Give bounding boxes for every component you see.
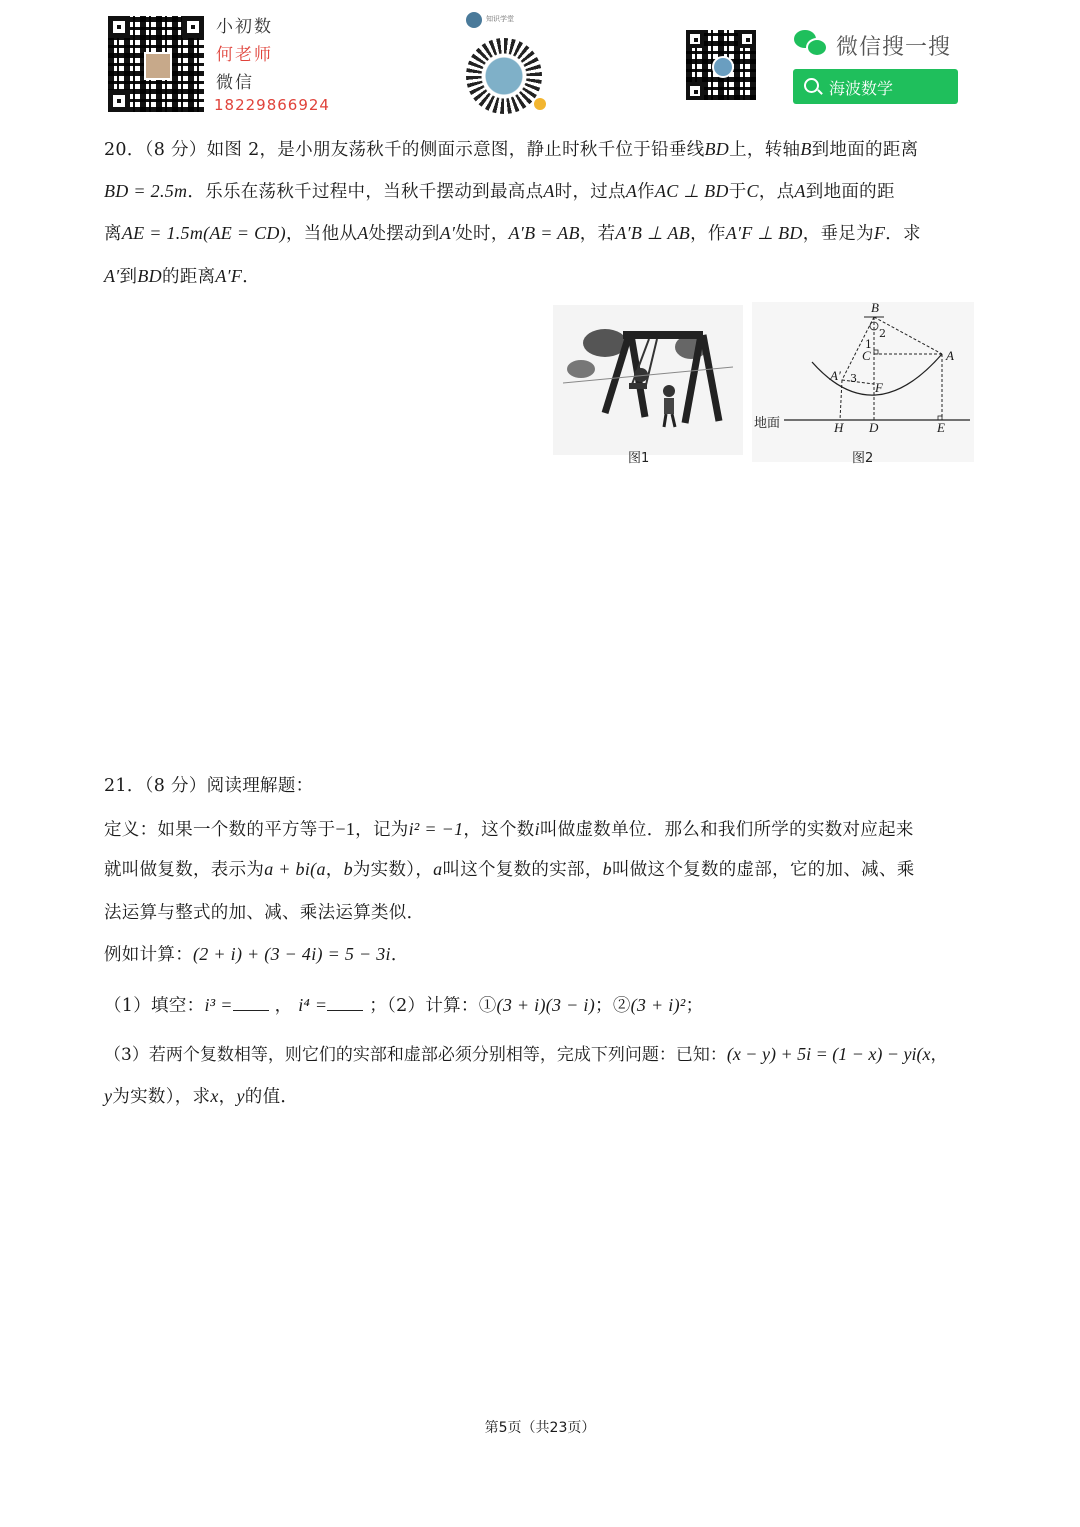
wechat-search-label: 微信搜一搜 <box>836 35 952 60</box>
search-account-label: 海波数学 <box>829 79 894 98</box>
search-account-button[interactable] <box>793 69 958 104</box>
q20-line4: A′到BD的距离A′F． <box>104 266 261 287</box>
label-A: A <box>946 348 954 363</box>
mini-program-code-icon <box>466 38 542 114</box>
label-D: D <box>869 420 879 435</box>
phone-number: 18229866924 <box>214 96 330 114</box>
label-E: E <box>937 420 945 435</box>
label-A-prime: A′ <box>830 368 841 383</box>
q21-example: 例如计算：(2 + i) + (3 − 4i) = 5 − 3i． <box>104 944 409 965</box>
avatar <box>144 52 172 80</box>
teacher-name: 何老师 <box>216 45 273 65</box>
q21-def-line2: 就叫做复数，表示为a + bi(a，b为实数），a叫这个复数的实部，b叫做这个复数的虚部，它的加、减、乘 <box>104 859 915 880</box>
label-2: 2 <box>879 327 886 340</box>
q20-line2: BD = 2.5m．乐乐在荡秋千过程中，当秋千摆动到最高点A时，过点A作AC ⊥ BD于C，点A到地面的距 <box>104 181 895 202</box>
wechat-label: 微信 <box>216 73 254 93</box>
label-H: H <box>834 420 844 435</box>
center-logo-icon <box>466 12 482 28</box>
q21-part3-line1: （3）若两个复数相等，则它们的实部和虚部必须分别相等，完成下列问题：已知：(x − y) + 5i = (1 − x) − yi(x， <box>104 1044 948 1065</box>
center-label: 知识学堂 <box>486 15 514 23</box>
q21-part1-2: （1）填空：i³ = ， i⁴ = ；（2）计算：①(3 + i)(3 − i)；②(3 + i)²； <box>104 995 704 1016</box>
label-F: F <box>875 380 883 395</box>
label-3: 3 <box>850 372 857 385</box>
q21-def-line1: 定义：如果一个数的平方等于−1，记为i² = −1，这个数i叫做虚数单位．那么和我们所学的实数对应起来 <box>104 819 914 840</box>
swing-illustration <box>553 305 743 455</box>
label-1: 1 <box>865 338 872 351</box>
answer-blank-i4[interactable] <box>327 994 363 1011</box>
label-B: B <box>871 300 879 315</box>
figure1-caption: 图1 <box>628 451 650 466</box>
label-C: C <box>862 348 871 363</box>
q21-part3-line2: y为实数），求x，y的值． <box>104 1086 299 1107</box>
geometry-diagram <box>752 302 974 462</box>
q21-head: 21．（8 分）阅读理解题： <box>104 776 314 796</box>
teacher-label: 小初数 <box>216 17 273 37</box>
q20-line3: 离AE = 1.5m(AE = CD)，当他从A处摆动到A′处时，A′B = AB，若A′B ⊥ AB，作A′F ⊥ BD，垂足为F．求 <box>104 223 921 244</box>
label-ground: 地面 <box>754 416 781 431</box>
q20-line1: 20．（8 分）如图 2，是小朋友荡秋千的侧面示意图，静止时秋千位于铅垂线BD上，转轴B到地面的距离 <box>104 139 919 160</box>
page-number: 第5页（共23页） <box>484 1420 596 1436</box>
qr-code-right <box>686 30 756 100</box>
header <box>0 0 1080 130</box>
qr-code-left <box>108 16 204 112</box>
answer-blank-i3[interactable] <box>233 994 269 1011</box>
q21-def-line3: 法运算与整式的加、减、乘法运算类似． <box>104 903 425 923</box>
wechat-icon <box>794 30 826 56</box>
figure2-caption: 图2 <box>852 451 874 466</box>
